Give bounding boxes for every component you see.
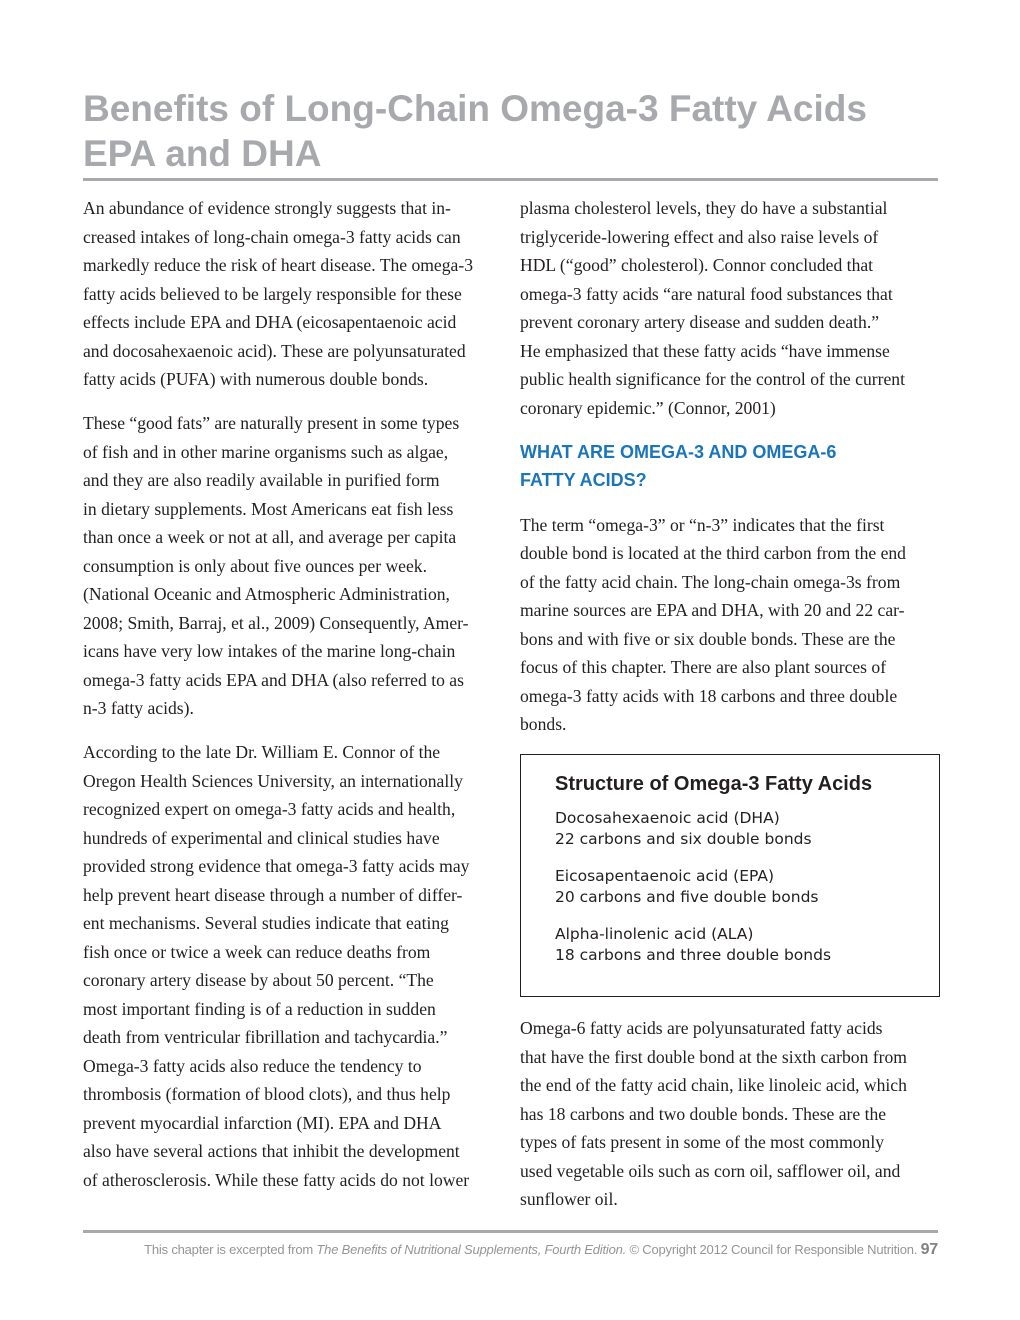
text-line: HDL (“good” cholesterol). Connor concluded that xyxy=(520,255,874,275)
right-column xyxy=(520,194,940,1229)
text-line: most important finding is of a reduction in sudden xyxy=(83,998,436,1019)
text-line: bons and with five or six double bonds. These are the xyxy=(520,628,896,649)
text-line: FATTY ACIDS? xyxy=(520,470,647,490)
page-number: 97 xyxy=(920,1241,938,1258)
structure-sidebar-box xyxy=(520,754,940,997)
text-line: fatty acids believed to be largely responsible for these xyxy=(83,283,462,304)
text-line: of fish and in other marine organisms such as algae, xyxy=(83,441,449,462)
text-line: n-3 fatty acids). xyxy=(83,698,194,718)
text-line: of the fatty acid chain. The long-chain omega-3s from xyxy=(520,571,901,592)
footer-prefix: This chapter is excerpted from xyxy=(144,1242,317,1257)
box-item-dha xyxy=(555,808,919,850)
text-line: He emphasized that these fatty acids “have immense xyxy=(520,340,890,361)
text-line: bonds. xyxy=(520,714,567,734)
text-line: provided strong evidence that omega-3 fatty acids may xyxy=(83,856,470,876)
text-line: According to the late Dr. William E. Connor of the xyxy=(83,742,441,762)
paragraph xyxy=(520,1014,940,1214)
text-line: and they are also readily available in purified form xyxy=(83,470,440,490)
text-line: ent mechanisms. Several studies indicate that eating xyxy=(83,913,449,933)
acid-name: Eicosapentaenoic acid (EPA) xyxy=(555,867,774,885)
text-line: the end of the fatty acid chain, like linoleic acid, which xyxy=(520,1075,907,1095)
acid-name: Alpha-linolenic acid (ALA) xyxy=(555,925,754,943)
text-line: consumption is only about five ounces per week. xyxy=(83,555,427,576)
text-line: prevent myocardial infarction (MI). EPA and DHA xyxy=(83,1112,442,1133)
text-line: An abundance of evidence strongly suggests that in- xyxy=(83,198,451,218)
text-line: creased intakes of long-chain omega-3 fatty acids can xyxy=(83,226,461,247)
footer xyxy=(144,1241,938,1259)
text-line: markedly reduce the risk of heart disease. The omega-3 xyxy=(83,255,474,275)
footer-copyright: © Copyright 2012 Council for Responsible Nutrition. xyxy=(626,1242,921,1257)
text-line: prevent coronary artery disease and sudden death.” xyxy=(520,312,880,332)
text-line: focus of this chapter. There are also plant sources of xyxy=(520,657,887,677)
text-line: used vegetable oils such as corn oil, safflower oil, and xyxy=(520,1160,901,1181)
text-line: death from ventricular fibrillation and tachycardia.” xyxy=(83,1027,448,1047)
text-line: coronary epidemic.” (Connor, 2001) xyxy=(520,397,776,418)
text-line: icans have very low intakes of the marine long-chain xyxy=(83,641,456,661)
text-line: marine sources are EPA and DHA, with 20 and 22 car- xyxy=(520,600,905,620)
paragraph xyxy=(520,194,940,422)
text-line: (National Oceanic and Atmospheric Administration, xyxy=(83,584,450,604)
acid-name: Docosahexaenoic acid (DHA) xyxy=(555,809,780,827)
text-line: These “good fats” are naturally present in some types xyxy=(83,413,460,433)
text-line: plasma cholesterol levels, they do have a substantial xyxy=(520,198,888,218)
text-line: thrombosis (formation of blood clots), and thus help xyxy=(83,1084,451,1104)
text-line: Omega-6 fatty acids are polyunsaturated fatty acids xyxy=(520,1018,883,1038)
title-line: Benefits of Long-Chain Omega-3 Fatty Acids xyxy=(83,88,867,129)
text-line: types of fats present in some of the most commonly xyxy=(520,1132,885,1152)
text-line: recognized expert on omega-3 fatty acids and health, xyxy=(83,799,456,819)
text-line: fish once or twice a week can reduce deaths from xyxy=(83,941,431,962)
title-divider xyxy=(83,178,938,181)
text-line: 2008; Smith, Barraj, et al., 2009) Consequently, Amer- xyxy=(83,612,469,633)
paragraph xyxy=(83,409,508,723)
text-line: of atherosclerosis. While these fatty acids do not lower xyxy=(83,1169,470,1190)
text-line: omega-3 fatty acids “are natural food substances that xyxy=(520,283,893,304)
text-line: omega-3 fatty acids EPA and DHA (also referred to as xyxy=(83,669,464,690)
text-line: sunflower oil. xyxy=(520,1189,618,1209)
text-line: than once a week or not at all, and average per capita xyxy=(83,527,457,547)
paragraph xyxy=(83,738,508,1194)
text-line: effects include EPA and DHA (eicosapentaenoic acid xyxy=(83,312,457,332)
footer-divider xyxy=(83,1230,938,1233)
text-line: also have several actions that inhibit the development xyxy=(83,1141,460,1161)
text-line: help prevent heart disease through a number of differ- xyxy=(83,884,463,905)
text-line: has 18 carbons and two double bonds. These are the xyxy=(520,1103,887,1124)
text-line: hundreds of experimental and clinical studies have xyxy=(83,827,440,848)
text-line: fatty acids (PUFA) with numerous double bonds. xyxy=(83,369,429,389)
text-line: that have the first double bond at the sixth carbon from xyxy=(520,1046,907,1067)
box-item-epa xyxy=(555,866,919,908)
text-line: public health significance for the control of the current xyxy=(520,369,905,389)
section-heading xyxy=(520,438,940,495)
text-line: Omega-3 fatty acids also reduce the tendency to xyxy=(83,1055,422,1076)
paragraph xyxy=(83,194,508,394)
acid-detail: 18 carbons and three double bonds xyxy=(555,946,832,964)
text-line: in dietary supplements. Most Americans eat fish less xyxy=(83,498,454,519)
box-title: Structure of Omega-3 Fatty Acids xyxy=(555,773,873,795)
text-line: triglyceride-lowering effect and also raise levels of xyxy=(520,226,879,247)
box-item-ala xyxy=(555,924,919,966)
text-line: and docosahexaenoic acid). These are polyunsaturated xyxy=(83,340,466,361)
page-title xyxy=(83,86,943,176)
text-line: The term “omega-3” or “n-3” indicates that the first xyxy=(520,514,885,535)
text-line: WHAT ARE OMEGA-3 AND OMEGA-6 xyxy=(520,441,837,462)
footer-book-title: The Benefits of Nutritional Supplements, Fourth Edition. xyxy=(316,1242,627,1257)
acid-detail: 20 carbons and five double bonds xyxy=(555,888,819,906)
text-line: omega-3 fatty acids with 18 carbons and three double xyxy=(520,685,898,706)
text-line: Oregon Health Sciences University, an internationally xyxy=(83,770,463,791)
text-line: double bond is located at the third carbon from the end xyxy=(520,543,906,563)
title-line: EPA and DHA xyxy=(83,133,322,174)
paragraph xyxy=(520,511,940,739)
left-column xyxy=(83,194,508,1210)
acid-detail: 22 carbons and six double bonds xyxy=(555,830,812,848)
text-line: coronary artery disease by about 50 percent. “The xyxy=(83,970,434,990)
